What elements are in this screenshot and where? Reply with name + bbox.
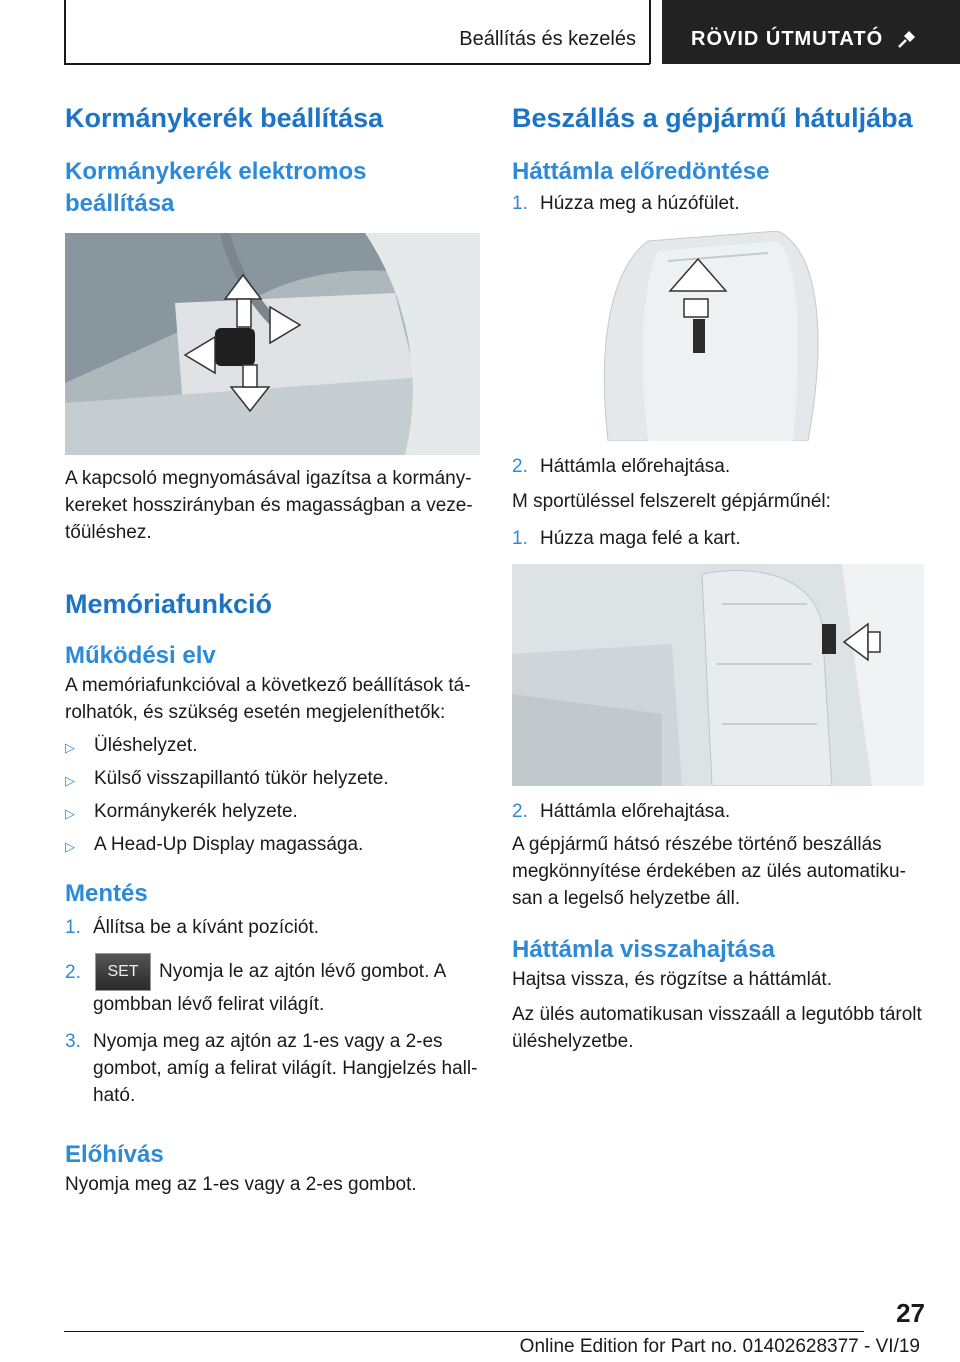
footer-rule [64,1331,864,1332]
heading-electric: Kormánykerék elektromos beállítása [65,158,367,217]
recall-text: Nyomja meg az 1-es vagy a 2-es gombot. [65,1174,417,1195]
return-text-2: Az ülés automatikusan visszaáll a legutóbb tárolt üléshelyzetbe. [512,1004,922,1052]
seat-figure [578,231,830,441]
heading-fold: Háttámla előredöntése [512,158,770,185]
header-tab-label: RÖVID ÚTMUTATÓ [691,28,884,50]
principle-text: A memóriafunkcióval a következő beállítások tá-rolhatók, és szükség esetén megjeleníthetők: [65,675,471,723]
header-rule-bottom [64,63,650,65]
heading-recall: Előhívás [65,1141,164,1168]
step-item: 1. Állítsa be a kívánt pozíciót. [65,917,320,938]
step-item: 2. Háttámla előrehajtása. [512,801,731,822]
header-rule-right [649,0,651,64]
steering-illustration [65,233,480,455]
heading-steering: Kormánykerék beállítása [65,103,384,133]
triangle-bullet-icon: ▷ [65,740,75,755]
right-column [512,100,924,1055]
set-button[interactable]: SET [95,953,151,991]
heading-save: Mentés [65,880,148,907]
step-item: 1. Húzza maga felé a kart. [512,528,741,549]
memory-bullet-list [65,732,480,860]
step-item: 1. Húzza meg a húzófület. [512,193,740,214]
heading-principle: Működési elv [65,642,216,669]
header-section-title: Beállítás és kezelés [459,28,636,50]
left-column [65,100,480,1198]
step-item: 2. Háttámla előrehajtása. [512,456,731,477]
step-item: 2. SET Nyomja le az ajtón lévő gombot. A gombban lévő felirat világít. [65,953,480,1018]
m-seat-illustration [512,564,924,786]
heading-memory: Memóriafunkció [65,589,273,619]
edition-note: Online Edition for Part no. 01402628377 - VI/19 [519,1336,920,1357]
seat-illustration [578,231,830,441]
list-item: ▷ Külső visszapillantó tükör helyzete. [65,765,480,794]
list-item: ▷ A Head-Up Display magassága. [65,831,480,860]
list-item: ▷ Üléshelyzet. [65,732,480,761]
heading-rear-entry: Beszállás a gépjármű hátuljába [512,103,913,133]
page-number: 27 [896,1298,925,1328]
list-item: ▷ Kormánykerék helyzete. [65,798,480,827]
m-sport-note: M sportüléssel felszerelt gépjárműnél: [512,491,831,512]
steering-figure [65,233,480,455]
triangle-bullet-icon: ▷ [65,839,75,854]
auto-position-text: A gépjármű hátsó részébe történő beszállás megkönnyítése érdekében az ülés automatiku-san a legelső helyzetbe áll. [512,834,906,909]
return-text-1: Hajtsa vissza, és rögzítse a háttámlát. [512,969,832,990]
pin-icon [896,28,918,50]
triangle-bullet-icon: ▷ [65,806,75,821]
header-tab[interactable] [662,0,960,64]
triangle-bullet-icon: ▷ [65,773,75,788]
steering-description: A kapcsoló megnyomásával igazítsa a kormány-kereket hosszirányban és magasságban a veze-tőüléshez. [65,468,473,543]
heading-return: Háttámla visszahajtása [512,936,775,963]
save-steps [65,914,480,1109]
m-seat-figure [512,564,924,786]
step-item: 3. Nyomja meg az ajtón az 1-es vagy a 2-es gombot, amíg a felirat világít. Hangjelzés hall-ható. [65,1031,478,1106]
